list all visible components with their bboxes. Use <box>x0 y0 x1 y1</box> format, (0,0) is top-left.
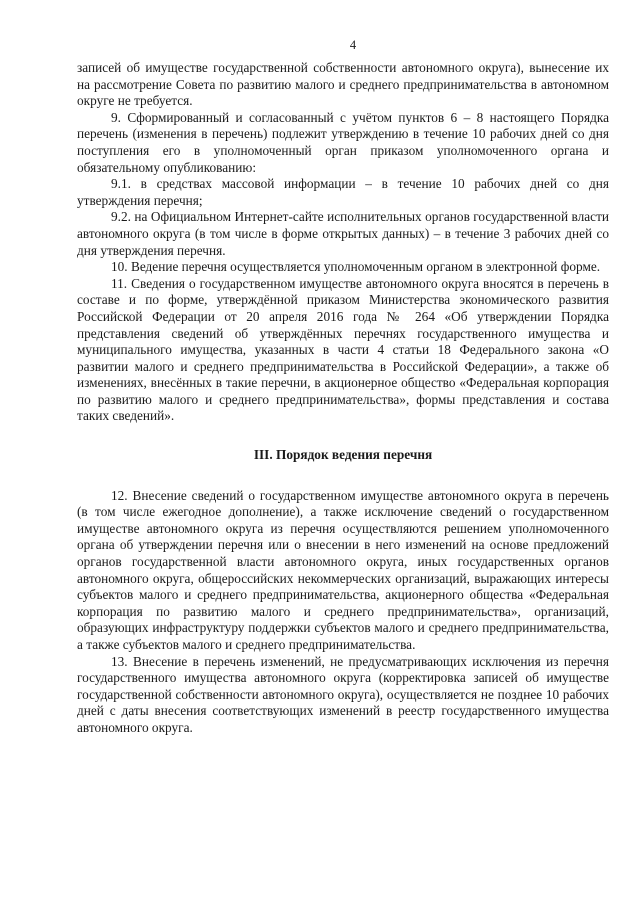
section-heading: III. Порядок ведения перечня <box>253 447 433 463</box>
paragraph-item-10: 10. Ведение перечня осуществляется уполномоченным органом в электронной форме. <box>111 259 601 275</box>
paragraph-item-11: 11. Сведения о государственном имуществе автономного округа вносятся в перечень в составе и по форме, утверждённой приказом Министерства экономического развития Российской Федерации от 20 апреля 2016 года № 264 «Об утверждении Порядка представления сведений об утверждённых перечнях государственного имущества и муниципального имущества, указанных в части 4 статьи 18 Федерального закона «О развитии малого и среднего предпринимательства в Российской Федерации», а также об изменениях, внесённых в такие перечни, в акционерное общество «Федеральная корпорация по развитию малого и среднего предпринимательства», формы представления и состава таких сведений». <box>77 275 609 424</box>
paragraph-item-9: 9. Сформированный и согласованный с учётом пунктов 6 – 8 настоящего Порядка перечень (изменения в перечень) подлежит утверждению в течение 10 рабочих дней со дня поступления его в уполномоченный орган приказом уполномоченного органа и обязательному опубликованию: <box>77 109 609 175</box>
paragraph-item-12: 12. Внесение сведений о государственном имуществе автономного округа в перечень (в том числе ежегодное дополнение), а также исключение сведений о государственном имуществе автономного округа из перечня осуществляются решением уполномоченного органа об утверждении перечня или о внесении в него изменений на основе предложений органов государственной власти автономного округа, иных государственных органов автономного округа, общероссийских некоммерческих организаций, выражающих интересы субъектов малого и среднего предпринимательства, акционерного общества «Федеральная корпорация по развитию малого и среднего предпринимательства», организаций, образующих инфраструктуру поддержки субъектов малого и среднего предпринимательства, а также субъектов малого и среднего предпринимательства. <box>77 487 609 652</box>
page-number: 4 <box>349 38 357 52</box>
paragraph-item-9-1: 9.1. в средствах массовой информации – в течение 10 рабочих дней со дня утверждения перечня; <box>77 176 609 208</box>
paragraph-continuation: записей об имуществе государственной собственности автономного округа), вынесение их на рассмотрение Совета по развитию малого и среднего предпринимательства в автономном округе не требуется. <box>77 60 609 109</box>
paragraph-item-9-2: 9.2. на Официальном Интернет-сайте исполнительных органов государственной власти автономного округа (в том числе в форме открытых данных) – в течение 3 рабочих дней со дня утверждения перечня. <box>77 209 609 258</box>
paragraph-item-13: 13. Внесение в перечень изменений, не предусматривающих исключения из перечня государственного имущества автономного округа (корректировка записей об имуществе государственной собственности автономного округа), осуществляется не позднее 10 рабочих дней с даты внесения соответствующих изменений в реестр государственного имущества автономного округа. <box>77 653 609 735</box>
